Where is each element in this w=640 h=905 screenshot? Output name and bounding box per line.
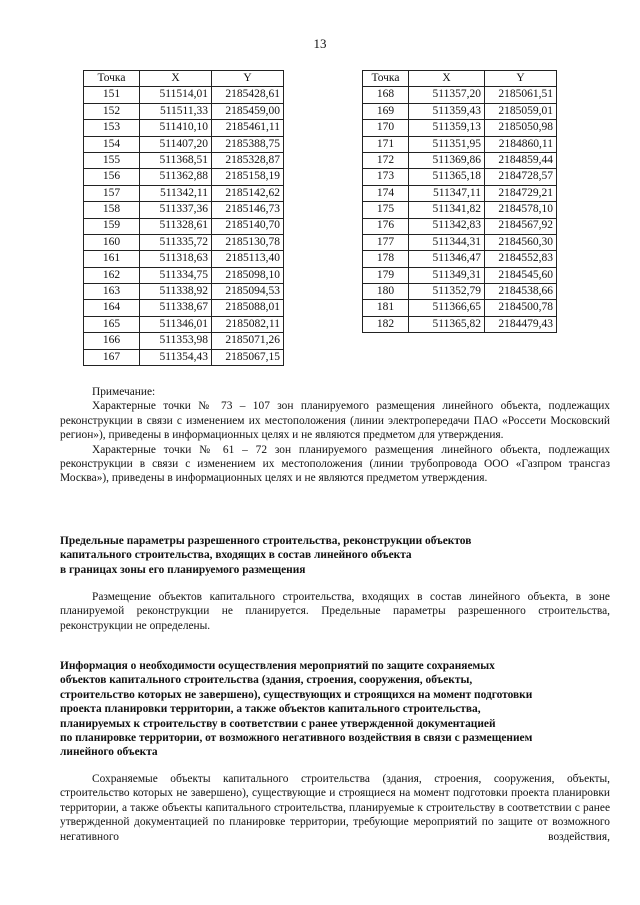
cell-y: 2184860,11 <box>485 136 557 152</box>
table-row <box>363 202 557 218</box>
cell-point: 168 <box>363 87 409 103</box>
cell-y: 2184479,43 <box>485 316 557 332</box>
cell-y: 2185142,62 <box>212 185 284 201</box>
table-row <box>84 87 284 103</box>
table-row <box>84 120 284 136</box>
cell-x: 511365,18 <box>409 169 485 185</box>
table-row <box>363 267 557 283</box>
heading-line: проекта планировки территории, а также объектов капитального строительства, <box>60 703 481 716</box>
cell-x: 511352,79 <box>409 284 485 300</box>
cell-point: 166 <box>84 333 140 349</box>
table-row <box>363 218 557 234</box>
cell-x: 511334,75 <box>140 267 212 283</box>
table-row <box>84 284 284 300</box>
cell-y: 2184552,83 <box>485 251 557 267</box>
cell-point: 177 <box>363 234 409 250</box>
cell-y: 2185140,70 <box>212 218 284 234</box>
cell-point: 163 <box>84 284 140 300</box>
cell-y: 2184567,92 <box>485 218 557 234</box>
cell-y: 2185113,40 <box>212 251 284 267</box>
cell-y: 2185388,75 <box>212 136 284 152</box>
table-row <box>84 202 284 218</box>
cell-point: 159 <box>84 218 140 234</box>
section-body-1 <box>60 590 610 633</box>
cell-point: 161 <box>84 251 140 267</box>
cell-x: 511342,11 <box>140 185 212 201</box>
table-row <box>363 120 557 136</box>
cell-y: 2185461,11 <box>212 120 284 136</box>
cell-point: 155 <box>84 152 140 168</box>
heading-line: строительство которых не завершено), существующих и строящихся на момент подготовки <box>60 688 533 701</box>
cell-x: 511341,82 <box>409 202 485 218</box>
cell-point: 160 <box>84 234 140 250</box>
cell-y: 2185328,87 <box>212 152 284 168</box>
coordinates-table-right <box>362 70 557 333</box>
cell-x: 511349,31 <box>409 267 485 283</box>
cell-x: 511338,67 <box>140 300 212 316</box>
cell-x: 511362,88 <box>140 169 212 185</box>
cell-point: 151 <box>84 87 140 103</box>
cell-x: 511407,20 <box>140 136 212 152</box>
cell-y: 2185050,98 <box>485 120 557 136</box>
cell-y: 2184729,21 <box>485 185 557 201</box>
heading-line: капитального строительства, входящих в состав линейного объекта <box>60 549 412 562</box>
table-row <box>363 136 557 152</box>
cell-y: 2184538,66 <box>485 284 557 300</box>
cell-x: 511347,11 <box>409 185 485 201</box>
header-x: X <box>140 71 212 87</box>
table-row <box>84 300 284 316</box>
table-row <box>84 333 284 349</box>
table-row <box>363 152 557 168</box>
heading-line: Информация о необходимости осуществления мероприятий по защите сохраняемых <box>60 660 495 672</box>
note-label: Примечание: <box>92 386 156 398</box>
cell-y: 2185158,19 <box>212 169 284 185</box>
header-x: X <box>409 71 485 87</box>
cell-point: 158 <box>84 202 140 218</box>
table-row <box>363 300 557 316</box>
note-paragraph-1: Характерные точки № 73 – 107 зон планируемого размещения линейного объекта, подлежащих реконструкции в связи с изменением их местоположения (линии электропередачи ПАО «Россети Московский регион»), приведены в информационных целях и не являются предметом для утверждения. <box>60 400 610 442</box>
cell-y: 2185098,10 <box>212 267 284 283</box>
table-row <box>84 234 284 250</box>
heading-line: планируемых к строительству в соответствии с ранее утвержденной документацией <box>60 717 496 730</box>
cell-x: 511359,43 <box>409 103 485 119</box>
table-row <box>84 316 284 332</box>
cell-x: 511342,83 <box>409 218 485 234</box>
cell-point: 172 <box>363 152 409 168</box>
header-y: Y <box>212 71 284 87</box>
cell-point: 164 <box>84 300 140 316</box>
cell-point: 170 <box>363 120 409 136</box>
cell-point: 181 <box>363 300 409 316</box>
cell-point: 154 <box>84 136 140 152</box>
table-header-row <box>84 71 284 87</box>
table-row <box>84 267 284 283</box>
cell-point: 153 <box>84 120 140 136</box>
cell-y: 2184560,30 <box>485 234 557 250</box>
cell-y: 2185067,15 <box>212 349 284 365</box>
cell-x: 511354,43 <box>140 349 212 365</box>
cell-point: 179 <box>363 267 409 283</box>
cell-y: 2185082,11 <box>212 316 284 332</box>
cell-point: 180 <box>363 284 409 300</box>
section-heading-1 <box>60 534 610 577</box>
cell-x: 511328,61 <box>140 218 212 234</box>
cell-y: 2185459,00 <box>212 103 284 119</box>
table-row <box>84 251 284 267</box>
note-paragraph-2: Характерные точки № 61 – 72 зон планируемого размещения линейного объекта, подлежащих реконструкции в связи с изменением их местоположения (линии трубопровода ООО «Газпром трансгаз Москва»), приведены в информационных целях и не являются предметом утверждения. <box>60 443 610 485</box>
cell-point: 157 <box>84 185 140 201</box>
cell-y: 2185088,01 <box>212 300 284 316</box>
cell-x: 511337,36 <box>140 202 212 218</box>
cell-point: 162 <box>84 267 140 283</box>
cell-x: 511318,63 <box>140 251 212 267</box>
cell-point: 175 <box>363 202 409 218</box>
section-body-2 <box>60 772 610 844</box>
cell-y: 2184578,10 <box>485 202 557 218</box>
table-row <box>363 316 557 332</box>
cell-x: 511368,51 <box>140 152 212 168</box>
cell-x: 511511,33 <box>140 103 212 119</box>
cell-y: 2184500,78 <box>485 300 557 316</box>
heading-line: по планировке территории, от возможного негативного воздействия в связи с размещением <box>60 732 533 745</box>
table-row <box>84 103 284 119</box>
cell-y: 2184545,60 <box>485 267 557 283</box>
cell-x: 511338,92 <box>140 284 212 300</box>
heading-line: линейного объекта <box>60 746 158 759</box>
heading-line: объектов капитального строительства (здания, строения, сооружения, объекты, <box>60 674 473 687</box>
cell-point: 156 <box>84 169 140 185</box>
page-number: 13 <box>313 36 327 51</box>
table-row <box>363 284 557 300</box>
cell-x: 511351,95 <box>409 136 485 152</box>
heading-line: Предельные параметры разрешенного строительства, реконструкции объектов <box>60 535 472 547</box>
table-row <box>363 169 557 185</box>
section-paragraph: Сохраняемые объекты капитального строительства (здания, строения, сооружения, объекты, строительство которых не завершено), существующие и строящиеся на момент подготовки проекта планировки территории, а также объекты капитального строительства, планируемые к строительству в соответствии с ранее утвержденной документацией по планировке территории, требующие мероприятий по защите от возможного негативного воздействия, <box>60 773 610 843</box>
table-row <box>84 152 284 168</box>
cell-point: 178 <box>363 251 409 267</box>
cell-x: 511353,98 <box>140 333 212 349</box>
cell-x: 511369,86 <box>409 152 485 168</box>
coordinates-table-left <box>83 70 284 366</box>
section-heading-2 <box>60 659 610 760</box>
header-point: Точка <box>363 71 409 87</box>
cell-point: 173 <box>363 169 409 185</box>
cell-x: 511365,82 <box>409 316 485 332</box>
cell-point: 165 <box>84 316 140 332</box>
table-row <box>363 103 557 119</box>
header-point: Точка <box>84 71 140 87</box>
heading-line: в границах зоны его планируемого размещения <box>60 563 306 576</box>
cell-x: 511359,13 <box>409 120 485 136</box>
cell-y: 2185071,26 <box>212 333 284 349</box>
cell-point: 182 <box>363 316 409 332</box>
cell-x: 511346,01 <box>140 316 212 332</box>
header-y: Y <box>485 71 557 87</box>
cell-y: 2185428,61 <box>212 87 284 103</box>
table-row <box>84 136 284 152</box>
cell-x: 511357,20 <box>409 87 485 103</box>
cell-point: 152 <box>84 103 140 119</box>
table-row <box>363 185 557 201</box>
cell-point: 169 <box>363 103 409 119</box>
cell-y: 2185059,01 <box>485 103 557 119</box>
table-row <box>84 349 284 365</box>
table-row <box>84 218 284 234</box>
cell-point: 174 <box>363 185 409 201</box>
cell-x: 511344,31 <box>409 234 485 250</box>
cell-y: 2185146,73 <box>212 202 284 218</box>
table-row <box>363 87 557 103</box>
cell-x: 511335,72 <box>140 234 212 250</box>
table-row <box>84 169 284 185</box>
cell-x: 511366,65 <box>409 300 485 316</box>
cell-y: 2185061,51 <box>485 87 557 103</box>
cell-point: 167 <box>84 349 140 365</box>
cell-y: 2185130,78 <box>212 234 284 250</box>
cell-x: 511346,47 <box>409 251 485 267</box>
table-row <box>363 251 557 267</box>
cell-x: 511514,01 <box>140 87 212 103</box>
cell-point: 176 <box>363 218 409 234</box>
table-header-row <box>363 71 557 87</box>
cell-point: 171 <box>363 136 409 152</box>
note-block <box>60 385 610 486</box>
cell-x: 511410,10 <box>140 120 212 136</box>
cell-y: 2184728,57 <box>485 169 557 185</box>
section-paragraph: Размещение объектов капитального строительства, входящих в состав линейного объекта, в зоне планируемой реконструкции не планируется. Предельные параметры разрешенного строительства, реконструкции не определены. <box>60 591 610 632</box>
table-row <box>84 185 284 201</box>
cell-y: 2185094,53 <box>212 284 284 300</box>
table-row <box>363 234 557 250</box>
cell-y: 2184859,44 <box>485 152 557 168</box>
